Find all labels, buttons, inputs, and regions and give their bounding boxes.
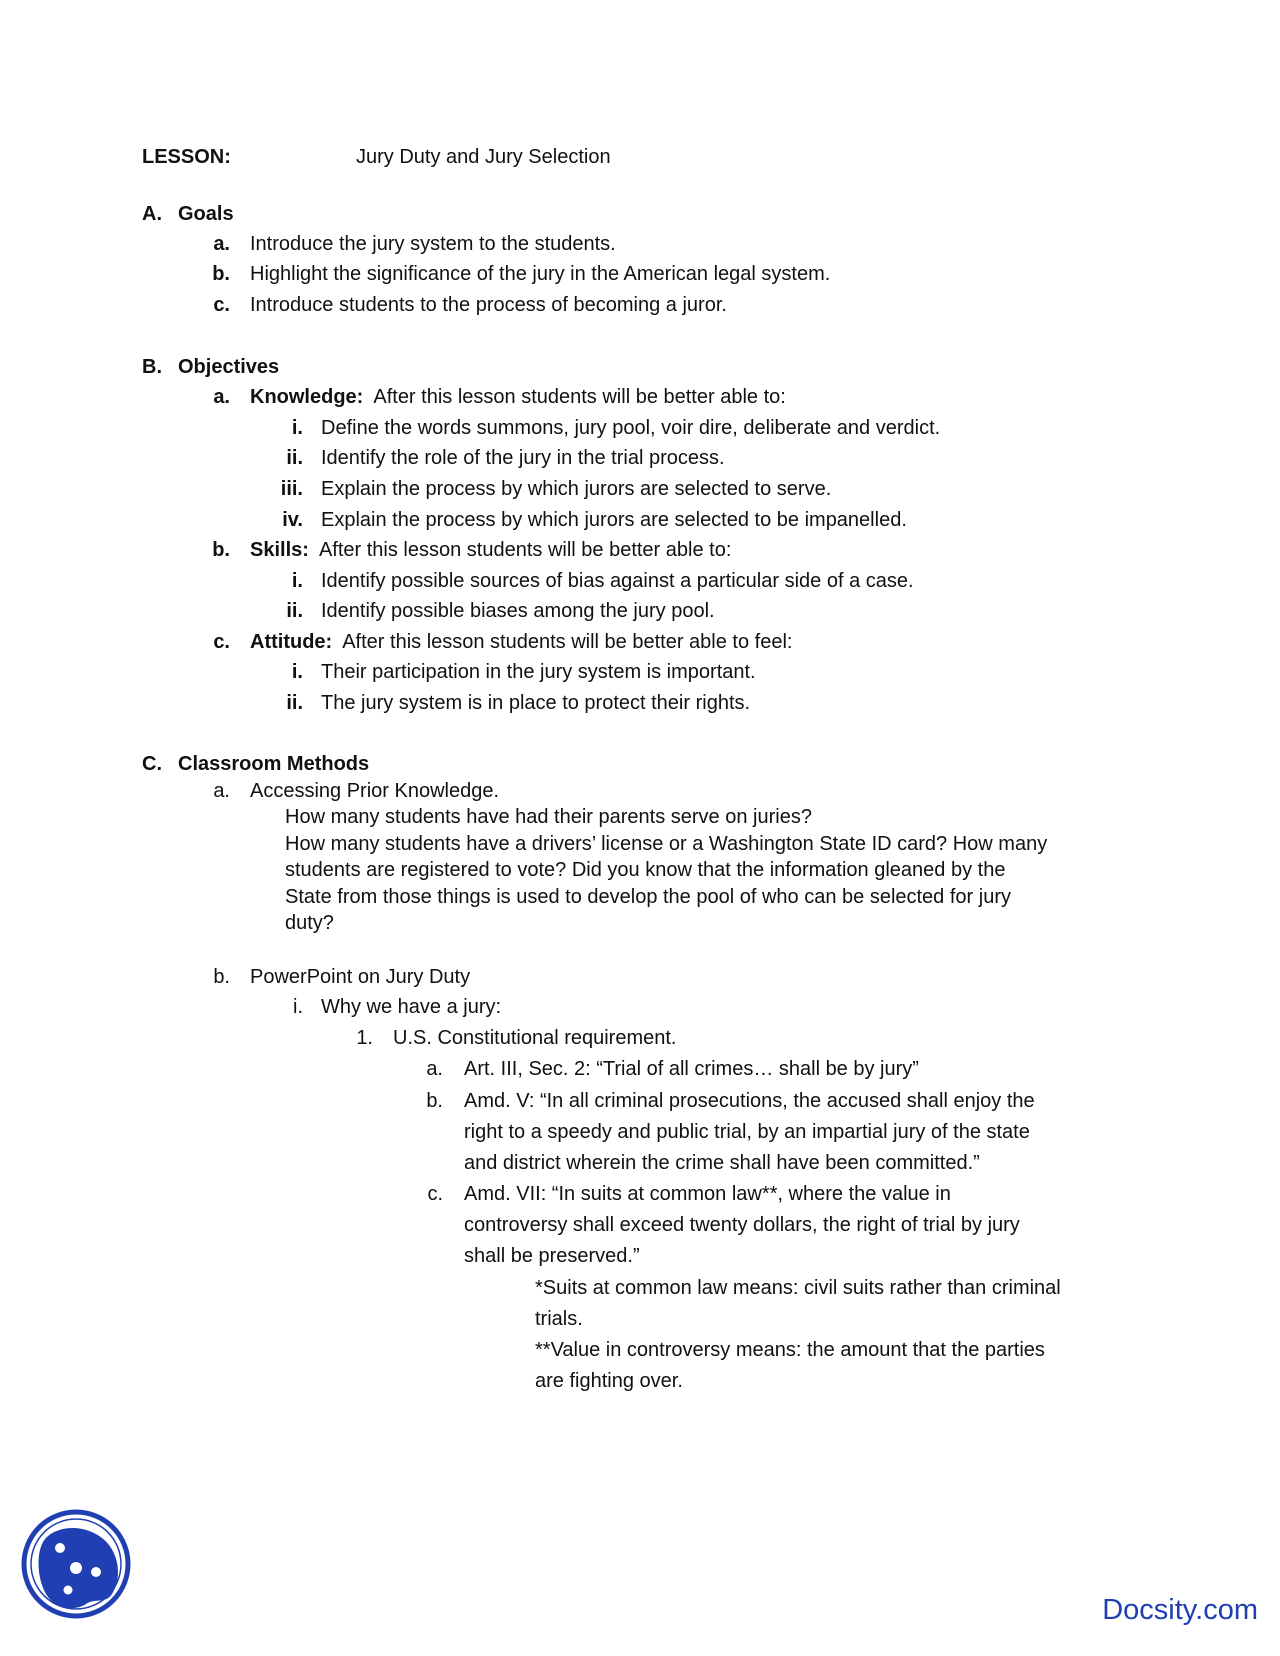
goal-marker: c. [213, 294, 230, 316]
section-marker-b: B. [142, 356, 162, 378]
prior-knowledge-line: How many students have a drivers’ license or a Washington State ID card? How many [285, 833, 1048, 855]
section-marker-a: A. [142, 203, 162, 225]
attitude-item: The jury system is in place to protect their rights. [321, 692, 751, 714]
lesson-title: Jury Duty and Jury Selection [356, 146, 611, 168]
objectives-heading: Objectives [178, 356, 280, 378]
objective-marker: b. [212, 539, 230, 561]
knowledge-item: Explain the process by which jurors are selected to be impanelled. [321, 509, 907, 531]
skills-text: After this lesson students will be better able to: [318, 539, 732, 561]
amendment-seven-line: controversy shall exceed twenty dollars, the right of trial by jury [464, 1214, 1020, 1236]
footnote-line: trials. [535, 1308, 583, 1330]
skills-line [250, 538, 731, 562]
goals-heading: Goals [178, 203, 234, 225]
objective-marker: c. [213, 631, 230, 653]
sub-marker: i. [291, 570, 303, 592]
prior-knowledge-line: How many students have had their parents serve on juries? [285, 806, 812, 828]
knowledge-text: After this lesson students will be better able to: [373, 386, 786, 408]
knowledge-item: Define the words summons, jury pool, voir dire, deliberate and verdict. [321, 417, 941, 439]
docsity-brand[interactable]: Docsity.com [1102, 1594, 1258, 1626]
sub-marker: ii. [286, 600, 303, 622]
attitude-label: Attitude: [250, 631, 333, 653]
docsity-logo-icon [20, 1508, 132, 1620]
clause-marker: a. [426, 1058, 443, 1080]
prior-knowledge-line: students are registered to vote? Did you know that the information gleaned by the [285, 859, 1006, 881]
method-marker: b. [213, 966, 230, 988]
attitude-text: After this lesson students will be better able to feel: [342, 631, 793, 653]
clause-marker: c. [427, 1183, 443, 1205]
methods-heading: Classroom Methods [178, 753, 370, 775]
skills-label: Skills: [250, 539, 309, 561]
skills-item: Identify possible biases among the jury pool. [321, 600, 715, 622]
attitude-line [250, 630, 792, 654]
knowledge-item: Explain the process by which jurors are selected to serve. [321, 478, 832, 500]
prior-knowledge-line: State from those things is used to develop the pool of who can be selected for jury [285, 886, 1011, 908]
constitutional-requirement: U.S. Constitutional requirement. [393, 1027, 677, 1049]
lesson-label: LESSON: [142, 146, 231, 168]
goal-item: Introduce students to the process of becoming a juror. [250, 294, 727, 316]
article-three-quote: Art. III, Sec. 2: “Trial of all crimes… shall be by jury” [464, 1058, 919, 1080]
goal-marker: a. [213, 233, 230, 255]
clause-marker: b. [426, 1090, 443, 1112]
goal-item: Introduce the jury system to the students. [250, 233, 616, 255]
knowledge-item: Identify the role of the jury in the trial process. [321, 447, 725, 469]
sub-marker: iv. [282, 509, 303, 531]
knowledge-label: Knowledge: [250, 386, 364, 408]
section-marker-c: C. [142, 753, 162, 775]
amendment-five-line: right to a speedy and public trial, by an impartial jury of the state [464, 1121, 1030, 1143]
sub-marker: i. [291, 417, 303, 439]
skills-item: Identify possible sources of bias against a particular side of a case. [321, 570, 914, 592]
footnote-line: *Suits at common law means: civil suits rather than criminal [535, 1277, 1061, 1299]
sub-marker: i. [291, 661, 303, 683]
amendment-five-line: Amd. V: “In all criminal prosecutions, the accused shall enjoy the [464, 1090, 1035, 1112]
prior-knowledge-line: duty? [285, 912, 334, 934]
objective-marker: a. [213, 386, 230, 408]
goal-item: Highlight the significance of the jury in the American legal system. [250, 263, 831, 285]
method-marker: a. [213, 780, 230, 802]
sub-marker: iii. [280, 478, 303, 500]
sub-marker: ii. [286, 692, 303, 714]
powerpoint-title: PowerPoint on Jury Duty [250, 966, 471, 988]
numbered-marker: 1. [356, 1027, 373, 1049]
footnote-line: are fighting over. [535, 1370, 683, 1392]
goal-marker: b. [212, 263, 230, 285]
knowledge-line [250, 385, 786, 409]
amendment-five-line: and district wherein the crime shall have been committed.” [464, 1152, 980, 1174]
amendment-seven-line: Amd. VII: “In suits at common law**, where the value in [464, 1183, 951, 1205]
sub-marker: ii. [286, 447, 303, 469]
attitude-item: Their participation in the jury system is important. [321, 661, 756, 683]
footnote-line: **Value in controversy means: the amount that the parties [535, 1339, 1045, 1361]
sub-marker: i. [293, 996, 303, 1018]
amendment-seven-line: shall be preserved.” [464, 1245, 640, 1267]
why-jury: Why we have a jury: [321, 996, 502, 1018]
prior-knowledge-title: Accessing Prior Knowledge. [250, 780, 500, 802]
